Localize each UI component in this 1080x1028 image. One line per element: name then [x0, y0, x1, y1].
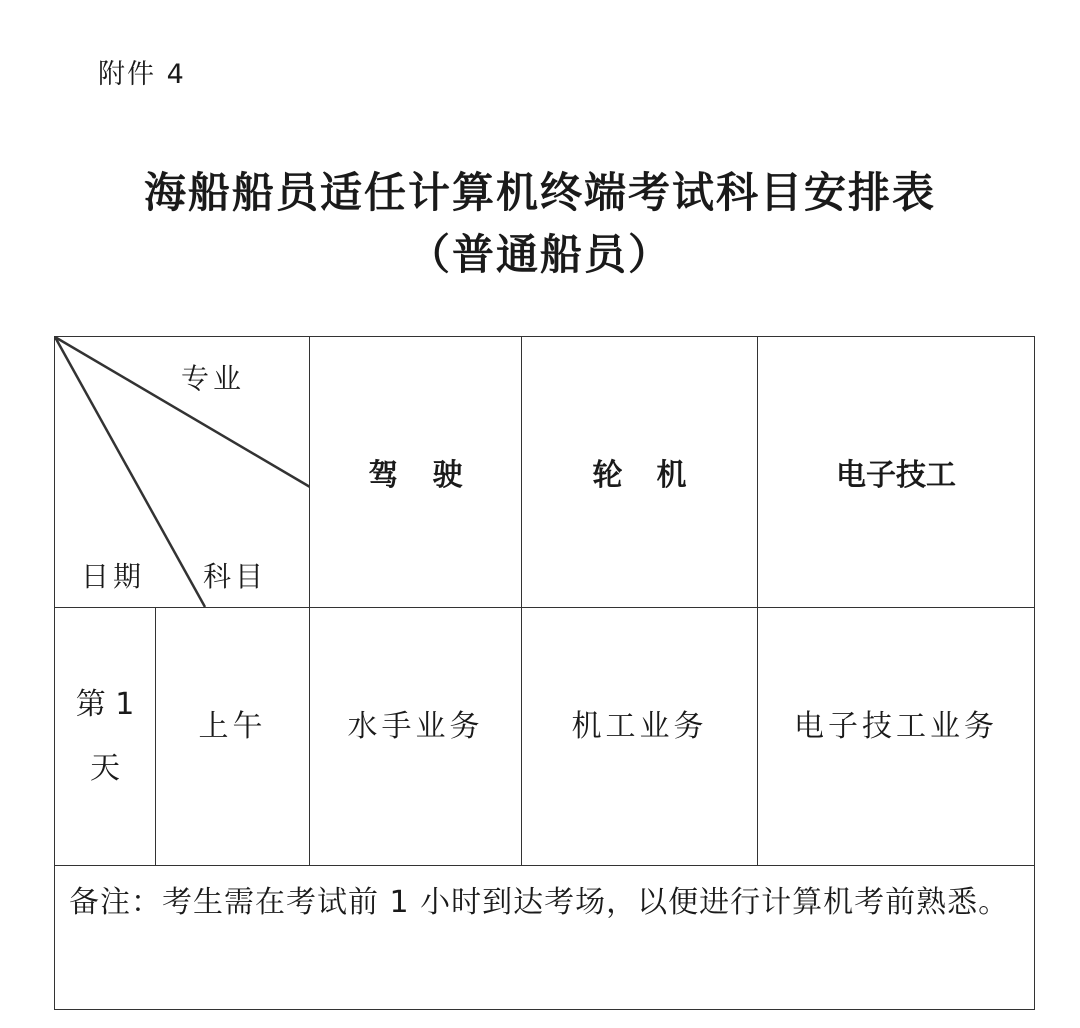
- subject-cell-engine: 机工业务: [522, 608, 758, 866]
- table-row: [55, 608, 1035, 866]
- corner-major-label: 专业: [181, 362, 246, 395]
- exam-schedule-table: [54, 336, 1035, 1010]
- major-header-navigation: 驾驶: [310, 337, 522, 608]
- page-subtitle: （普通船员）: [407, 230, 672, 279]
- day-cell: 第 1 天: [55, 608, 156, 866]
- attachment-label: 附件 4: [98, 59, 186, 90]
- note-cell: 备注：考生需在考试前 1 小时到达考场，以便进行计算机考前熟悉。: [55, 866, 1035, 1010]
- major-header-electronics: 电子技工: [758, 337, 1035, 608]
- corner-subject-label: 科目: [203, 560, 268, 593]
- subject-cell-electronics: 电子技工业务: [758, 608, 1035, 866]
- period-cell: 上午: [156, 608, 310, 866]
- major-header-engine: 轮机: [522, 337, 758, 608]
- note-row: [55, 866, 1035, 1010]
- table-header-row: [55, 337, 1035, 608]
- corner-header-cell: [55, 337, 310, 608]
- page-title: 海船船员适任计算机终端考试科目安排表: [143, 168, 936, 217]
- corner-date-label: 日期: [81, 560, 146, 593]
- subject-cell-navigation: 水手业务: [310, 608, 522, 866]
